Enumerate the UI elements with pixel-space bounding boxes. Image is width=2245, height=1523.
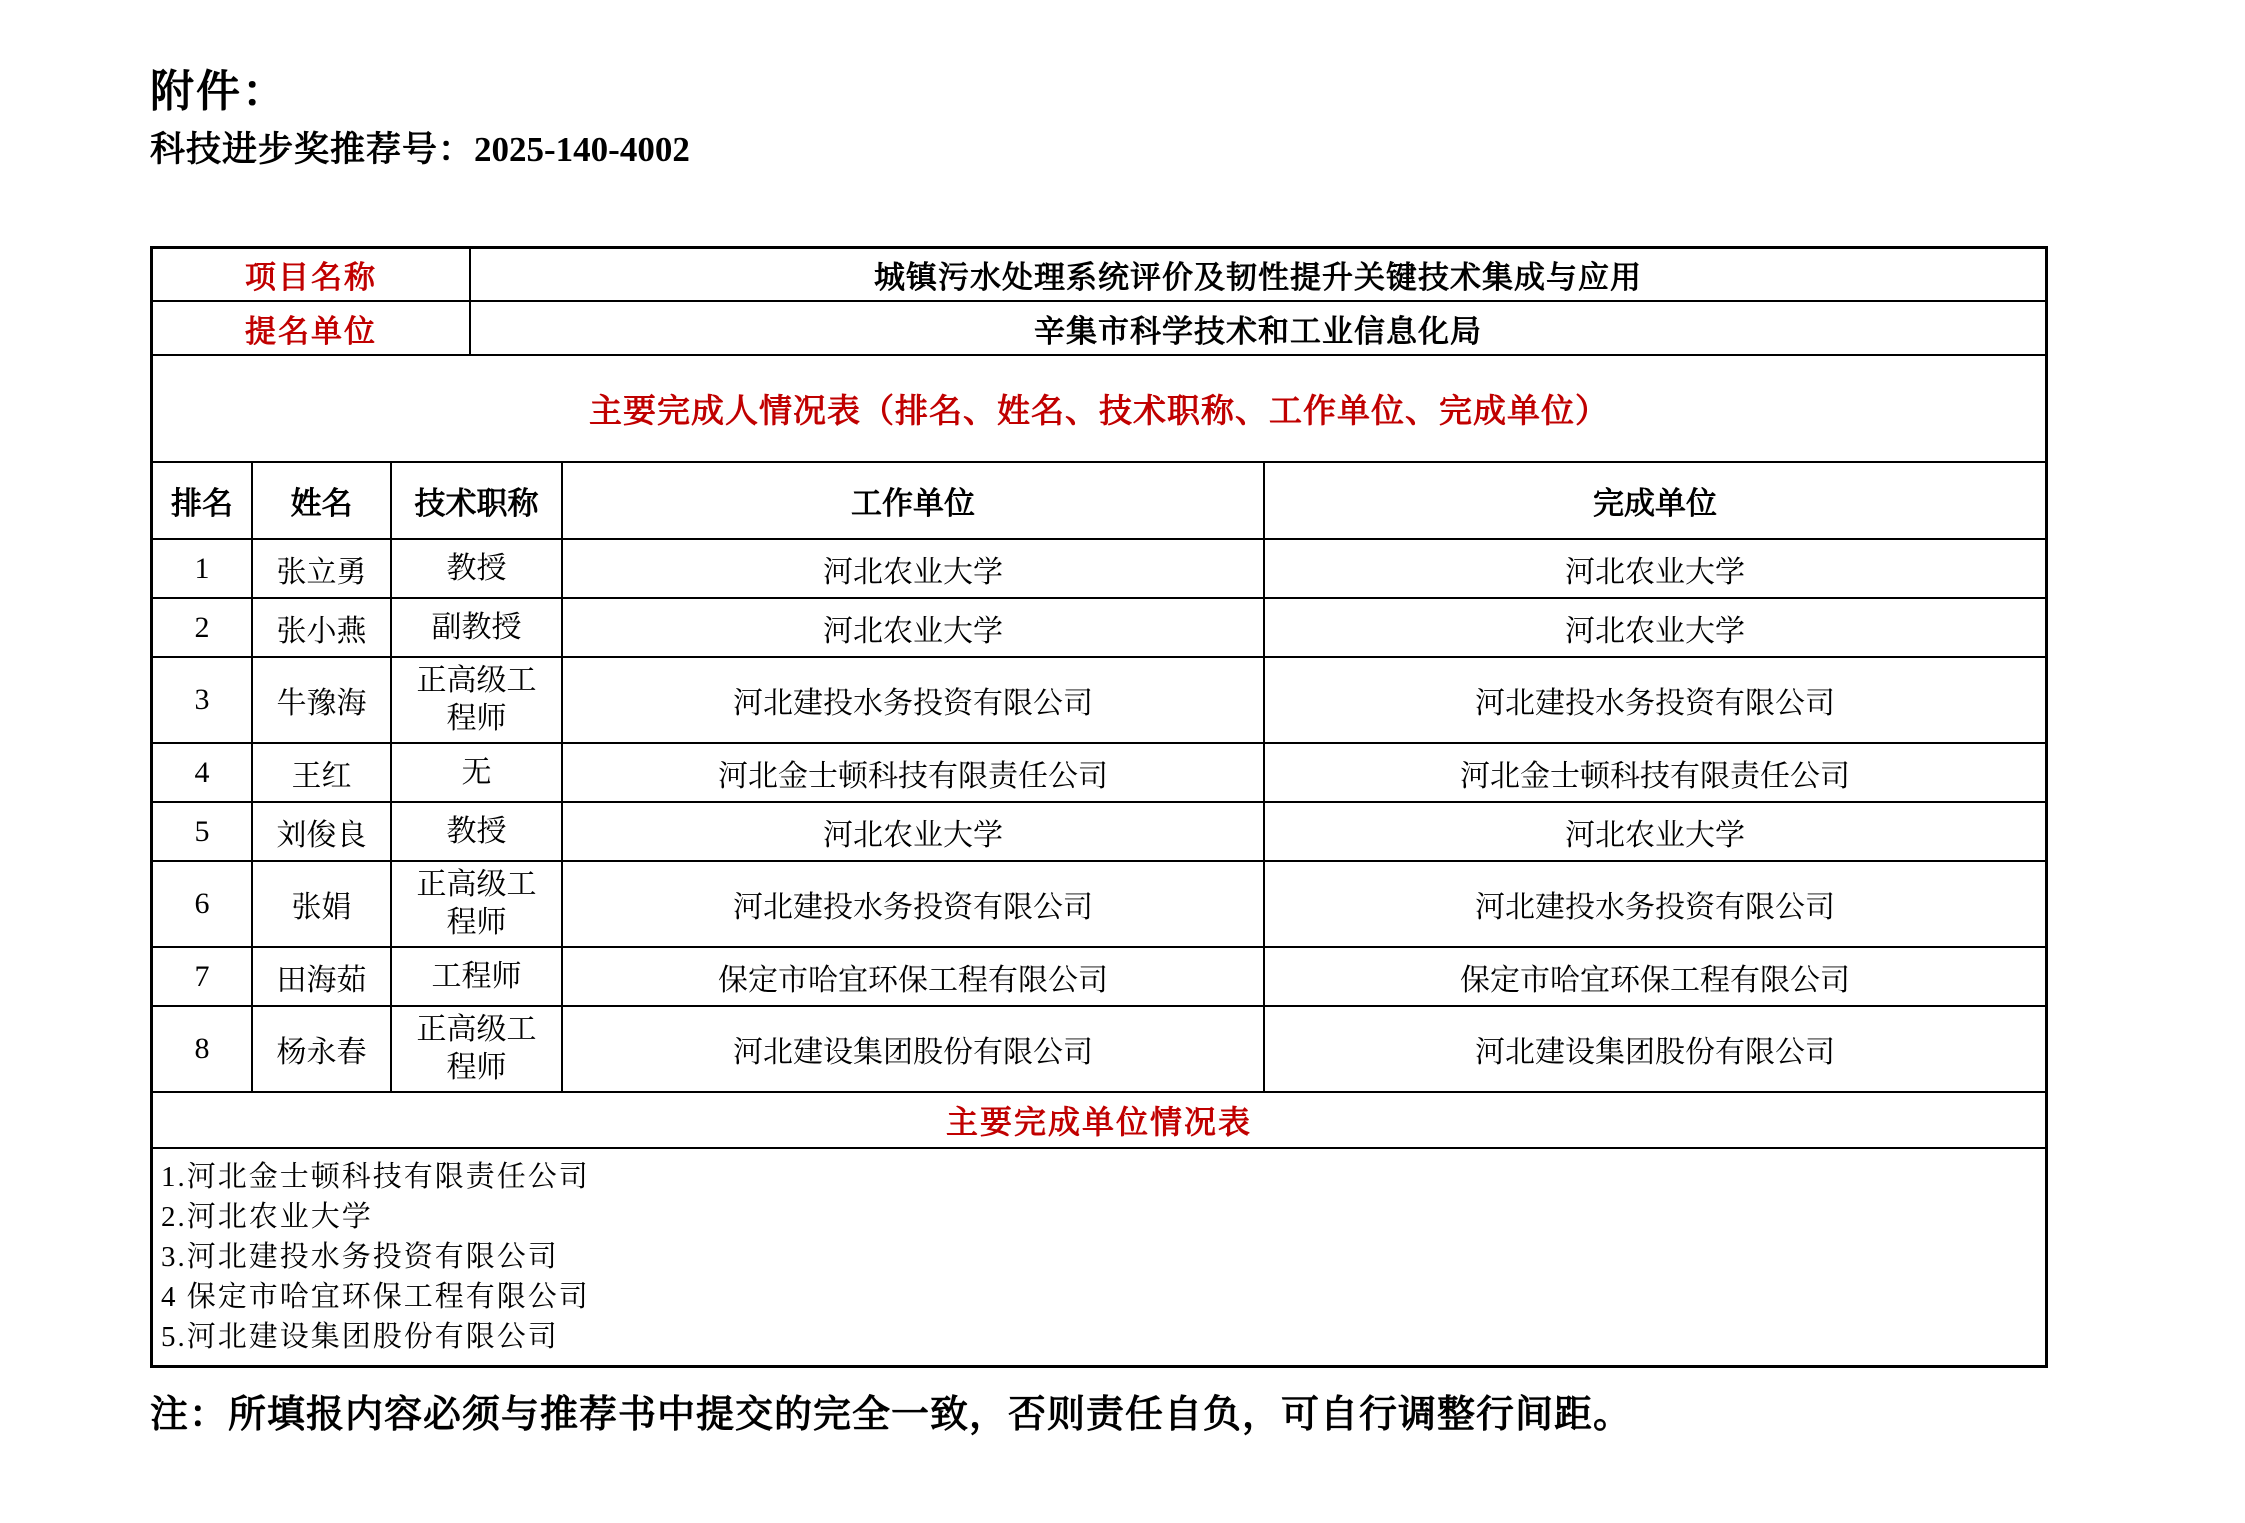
recommendation-number: 2025-140-4002 [474, 130, 690, 169]
name-cell: 田海茹 [252, 947, 391, 1006]
completion-unit-item: 1.河北金士顿科技有限责任公司 [161, 1161, 590, 1193]
completion-unit-item: 5.河北建设集团股份有限公司 [161, 1321, 559, 1353]
completion-unit-cell: 河北农业大学 [1264, 598, 2045, 657]
work-unit-cell: 河北农业大学 [562, 539, 1264, 598]
completion-unit-cell: 河北金士顿科技有限责任公司 [1264, 743, 2045, 802]
job-title-cell: 无 [391, 743, 562, 802]
work-unit-cell: 河北农业大学 [562, 598, 1264, 657]
name-cell: 张娟 [252, 861, 391, 947]
completers-body [153, 539, 2045, 1092]
column-header: 排名 [153, 463, 252, 539]
work-unit-cell: 河北建投水务投资有限公司 [562, 657, 1264, 743]
recommendation-number-line [150, 122, 690, 172]
name-cell: 刘俊良 [252, 802, 391, 861]
award-form-table [150, 246, 2048, 1368]
completer-row [153, 743, 2045, 802]
nominating-unit-label: 提名单位 [153, 302, 471, 354]
work-unit-cell: 河北建投水务投资有限公司 [562, 861, 1264, 947]
completion-unit-item: 2.河北农业大学 [161, 1201, 373, 1233]
completers-section-title: 主要完成人情况表（排名、姓名、技术职称、工作单位、完成单位） [153, 356, 2045, 463]
completer-row [153, 598, 2045, 657]
name-cell: 杨永春 [252, 1006, 391, 1092]
completion-unit-item: 4 保定市哈宜环保工程有限公司 [161, 1281, 590, 1313]
column-header: 技术职称 [391, 463, 562, 539]
completion-unit-cell: 河北建投水务投资有限公司 [1264, 657, 2045, 743]
rank-cell: 3 [153, 657, 252, 743]
work-unit-cell: 河北农业大学 [562, 802, 1264, 861]
job-title-cell: 教授 [391, 539, 562, 598]
completion-unit-cell: 河北建投水务投资有限公司 [1264, 861, 2045, 947]
rank-cell: 5 [153, 802, 252, 861]
rank-cell: 4 [153, 743, 252, 802]
column-header: 姓名 [252, 463, 391, 539]
nominating-unit-row [153, 302, 2045, 356]
rank-cell: 2 [153, 598, 252, 657]
attachment-label: 附件： [150, 66, 288, 117]
nominating-unit-value: 辛集市科学技术和工业信息化局 [1034, 313, 1482, 349]
name-cell: 王红 [252, 743, 391, 802]
completers-table [153, 463, 2045, 1093]
name-cell: 牛豫海 [252, 657, 391, 743]
project-name-row [153, 249, 2045, 302]
job-title-cell: 工程师 [391, 947, 562, 1006]
column-header: 工作单位 [562, 463, 1264, 539]
job-title-cell: 正高级工程师 [391, 1006, 562, 1092]
rank-cell: 6 [153, 861, 252, 947]
completer-row [153, 861, 2045, 947]
job-title-cell: 正高级工程师 [391, 861, 562, 947]
completer-row [153, 947, 2045, 1006]
completion-unit-cell: 河北农业大学 [1264, 539, 2045, 598]
completer-row [153, 539, 2045, 598]
completer-row [153, 657, 2045, 743]
rank-cell: 8 [153, 1006, 252, 1092]
completer-row [153, 1006, 2045, 1092]
project-name-label: 项目名称 [153, 249, 471, 300]
completion-unit-cell: 河北农业大学 [1264, 802, 2045, 861]
footer-note: 注：所填报内容必须与推荐书中提交的完全一致，否则责任自负，可自行调整行间距。 [150, 1394, 1633, 1436]
units-section-title: 主要完成单位情况表 [153, 1093, 2045, 1149]
job-title-cell: 副教授 [391, 598, 562, 657]
rank-cell: 1 [153, 539, 252, 598]
name-cell: 张立勇 [252, 539, 391, 598]
completers-header-row [153, 463, 2045, 539]
rank-cell: 7 [153, 947, 252, 1006]
column-header: 完成单位 [1264, 463, 2045, 539]
project-name-value: 城镇污水处理系统评价及韧性提升关键技术集成与应用 [874, 260, 1642, 295]
work-unit-cell: 河北建设集团股份有限公司 [562, 1006, 1264, 1092]
job-title-cell: 正高级工程师 [391, 657, 562, 743]
work-unit-cell: 保定市哈宜环保工程有限公司 [562, 947, 1264, 1006]
completer-row [153, 802, 2045, 861]
completion-unit-item: 3.河北建投水务投资有限公司 [161, 1241, 559, 1273]
recommendation-label: 科技进步奖推荐号： [150, 130, 475, 169]
work-unit-cell: 河北金士顿科技有限责任公司 [562, 743, 1264, 802]
completion-units-list [153, 1149, 2045, 1365]
completion-unit-cell: 河北建设集团股份有限公司 [1264, 1006, 2045, 1092]
completion-unit-cell: 保定市哈宜环保工程有限公司 [1264, 947, 2045, 1006]
name-cell: 张小燕 [252, 598, 391, 657]
job-title-cell: 教授 [391, 802, 562, 861]
